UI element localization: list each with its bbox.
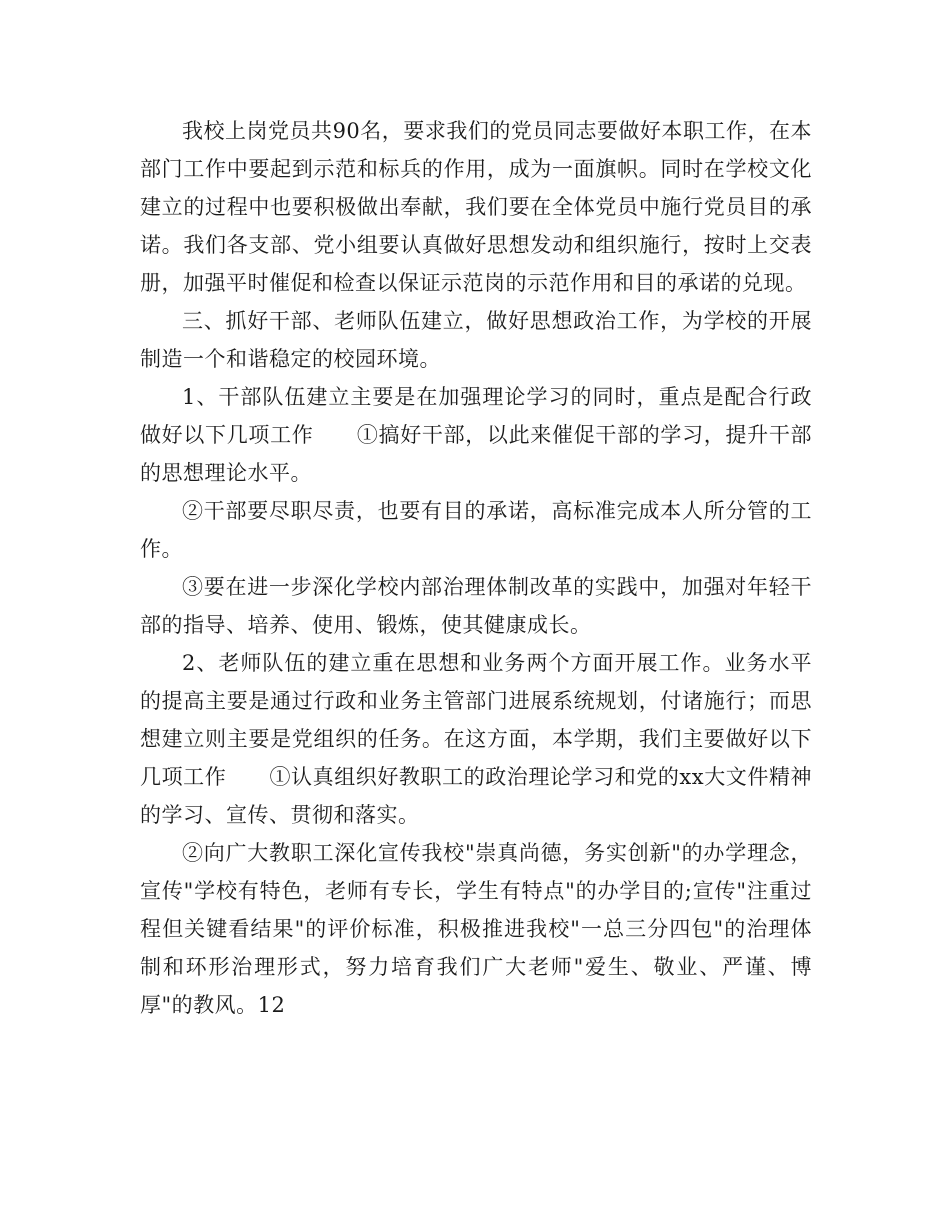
paragraph-section-three-heading: 三、抓好干部、老师队伍建立，做好思想政治工作，为学校的开展制造一个和谐稳定的校园环境。 [140, 309, 812, 371]
paragraph-party-members: 我校上岗党员共90名，要求我们的党员同志要做好本职工作，在本部门工作中要起到示范和标兵的作用，成为一面旗帜。同时在学校文化建立的过程中也要积极做出奉献，我们要在全体党员中施行党员目的承诺。我们各支部、党小组要认真做好思想发动和组织施行，按时上交表册，加强平时催促和检查以保证示范岗的示范作用和目的承诺的兑现。 [140, 119, 812, 295]
paragraph-young-cadres: ③要在进一步深化学校内部治理体制改革的实践中，加强对年轻干部的指导、培养、使用、锻炼，使其健康成长。 [140, 575, 812, 637]
document-body [140, 112, 812, 1024]
paragraph-cadre-team: 1、干部队伍建立主要是在加强理论学习的同时，重点是配合行政做好以下几项工作 ①搞好干部，以此来催促干部的学习，提升干部的思想理论水平。 [140, 385, 812, 485]
paragraph-teacher-team: 2、老师队伍的建立重在思想和业务两个方面开展工作。业务水平的提高主要是通过行政和业务主管部门进展系统规划，付诸施行；而思想建立则主要是党组织的任务。在这方面，本学期，我们主要做好以下几项工作 ①认真组织好教职工的政治理论学习和党的xx大文件精神的学习、宣传、贯彻和落实。 [140, 651, 812, 827]
paragraph-school-philosophy: ②向广大教职工深化宣传我校"崇真尚德，务实创新"的办学理念，宣传"学校有特色，老师有专长，学生有特点"的办学目的;宣传"注重过程但关键看结果"的评价标准，积极推进我校"一总三分四包"的治理体制和环形治理形式，努力培育我们广大老师"爱生、敬业、严谨、博厚"的教风。12 [140, 841, 812, 1017]
paragraph-cadre-duty: ②干部要尽职尽责，也要有目的承诺，高标准完成本人所分管的工作。 [140, 499, 812, 561]
